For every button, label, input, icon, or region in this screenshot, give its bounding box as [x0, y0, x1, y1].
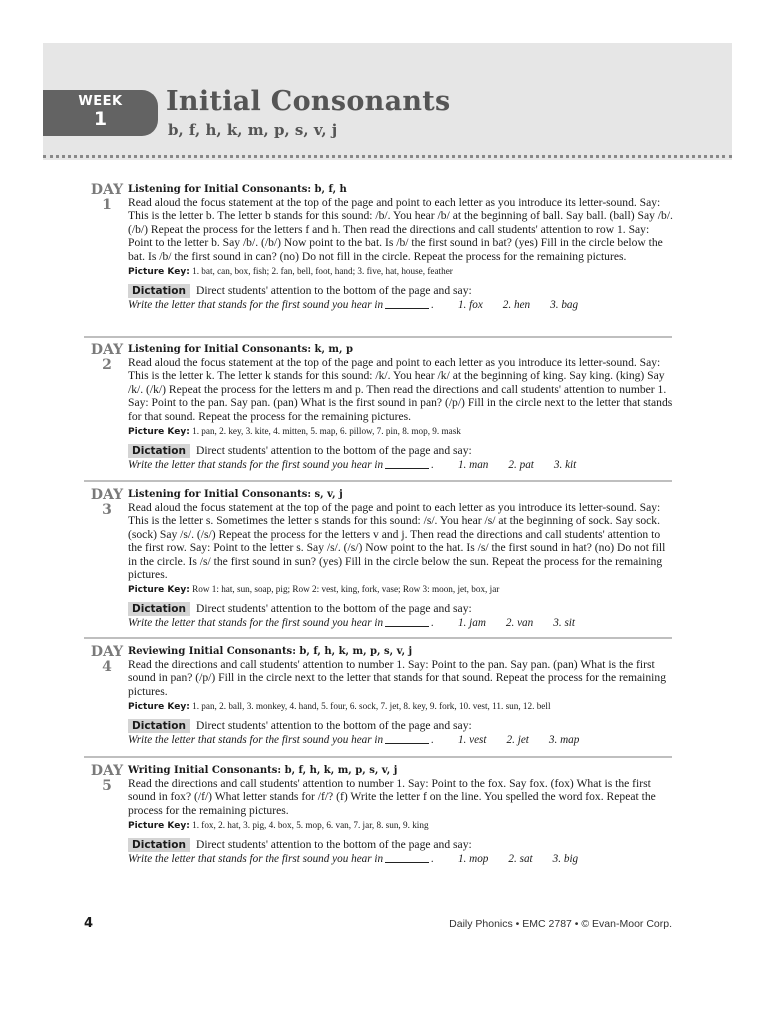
- day-number: 3: [102, 502, 112, 518]
- dictation-word: 2. sat: [508, 853, 533, 866]
- dictation-prompt: Write the letter that stands for the first sound you hear in . 1. fox 2. hen 3. bag: [128, 299, 579, 312]
- dictation-word: 2. jet: [506, 734, 529, 747]
- write-text: Write the letter that stands for the first sound you hear in: [128, 459, 384, 472]
- picture-key-label: Picture Key:: [128, 267, 190, 278]
- dictation-text: Direct students' attention to the bottom of the page and say:: [195, 444, 472, 458]
- day-heading: Listening for Initial Consonants: b, f, h: [128, 184, 347, 195]
- dictation-text: Direct students' attention to the bottom of the page and say:: [195, 719, 472, 733]
- section-divider: [84, 756, 672, 758]
- dictation: [128, 284, 674, 298]
- dictation-prompt: Write the letter that stands for the first sound you hear in . 1. man 2. pat 3. kit: [128, 459, 577, 472]
- day-badge: [88, 183, 126, 213]
- picture-key-label: Picture Key:: [128, 821, 190, 832]
- dictation-text: Direct students' attention to the bottom of the page and say:: [195, 602, 472, 616]
- day-badge: [88, 488, 126, 518]
- page-number: 4: [84, 916, 94, 931]
- section-divider: [84, 480, 672, 482]
- day-number: 1: [102, 197, 112, 213]
- picture-key: [128, 700, 674, 714]
- picture-key-text: 1. pan, 2. ball, 3. monkey, 4. hand, 5. four, 6. sock, 7. jet, 8. key, 9. fork, 10. vest, 11. sun, 12. bell: [192, 701, 551, 712]
- write-text: Write the letter that stands for the first sound you hear in: [128, 617, 384, 630]
- day-heading: Reviewing Initial Consonants: b, f, h, k, m, p, s, v, j: [128, 646, 413, 657]
- dictation-prompt: Write the letter that stands for the first sound you hear in . 1. vest 2. jet 3. map: [128, 734, 580, 747]
- week-tab: [43, 90, 158, 136]
- day-badge: [88, 645, 126, 675]
- day-number: 2: [102, 357, 112, 373]
- dictation: [128, 444, 674, 458]
- dictation-word: 1. fox: [457, 299, 483, 312]
- dictation-word: 1. vest: [457, 734, 487, 747]
- dictation-word: 3. kit: [553, 459, 577, 472]
- dictation-word: 3. bag: [550, 299, 579, 312]
- section-divider: [84, 637, 672, 639]
- picture-key-text: 1. fox, 2. hat, 3. pig, 4. box, 5. mop, 6. van, 7. jar, 8. sun, 9. king: [192, 820, 429, 831]
- dotted-divider: [43, 155, 732, 158]
- day-badge: [88, 764, 126, 794]
- day-number: 5: [102, 778, 112, 794]
- write-text: Write the letter that stands for the first sound you hear in: [128, 299, 384, 312]
- dictation-word: 1. mop: [457, 853, 489, 866]
- answer-blank: [385, 743, 429, 744]
- day-instructions: Read the directions and call students' attention to number 1. Say: Point to the pan. Say pan. (pan) What is the first sound in pan? (/p/) Fill in the circle next to the letter that stands for that sound. Repeat the process for the remaining pictures.: [128, 658, 666, 698]
- dictation-word: 3. map: [548, 734, 580, 747]
- day-instructions: Read the directions and call students' attention to number 1. Say: Point to the fox. Say fox. (fox) What is the first sound in fox? (/f/) What letter stands for /f/? (f) Write the letter f on the line. You spelled the word fox. Repeat the process for the remaining pictures.: [128, 777, 656, 817]
- day-instructions: Read aloud the focus statement at the top of the page and point to each letter as you introduce its letter-sound. Say: This is the letter s. Sometimes the letter s stands for this sound: /s/. You hear /s/ at the beginning of sock. Say sock. (sock) Say /s/. (/s/) Repeat the process for the letters v and j. Then read the directions and call students' attention to the first row. Say: Point to the letter s. Say /s/. (/s/) Now point to the hat. Is /s/ the first sound in hat? (no) Do not fill in the circle. Is /s/ the first sound in sun? (yes) Fill in the circle below the sun. Repeat the process for the remaining pictures.: [128, 501, 666, 582]
- day-instructions: Read aloud the focus statement at the top of the page and point to each letter as you introduce its letter-sound. Say: This is the letter k. The letter k stands for this sound: /k/. You hear /k/ at the beginning of king. Say king. (king) Say /k/. (/k/) Repeat the process for the letters m and p. Then read the directions and call students' attention to number 1. Say: Point to the pan. Say pan. (pan) What is the first sound in pan? (/p/) Fill in the circle next to the letter that stands for that sound. Repeat the process for the remaining pictures.: [128, 356, 673, 423]
- dictation-word: 2. van: [505, 617, 534, 630]
- dictation-prompt: Write the letter that stands for the first sound you hear in . 1. jam 2. van 3. sit: [128, 617, 576, 630]
- section-divider: [84, 336, 672, 338]
- page-subtitle: b, f, h, k, m, p, s, v, j: [168, 121, 338, 139]
- day-label: DAY: [90, 763, 124, 779]
- dictation: [128, 602, 674, 616]
- day-label: DAY: [90, 644, 124, 660]
- picture-key-label: Picture Key:: [128, 427, 190, 438]
- week-label: WEEK: [78, 94, 123, 109]
- answer-blank: [385, 862, 429, 863]
- picture-key-label: Picture Key:: [128, 585, 190, 596]
- dictation-word: 1. man: [457, 459, 489, 472]
- day-badge: [88, 343, 126, 373]
- answer-blank: [385, 626, 429, 627]
- dictation-text: Direct students' attention to the bottom of the page and say:: [195, 284, 472, 298]
- page-title: Initial Consonants: [166, 86, 451, 117]
- write-text: Write the letter that stands for the first sound you hear in: [128, 853, 384, 866]
- dictation-badge: Dictation: [128, 444, 190, 458]
- day-heading: Writing Initial Consonants: b, f, h, k, m, p, s, v, j: [128, 765, 398, 776]
- answer-blank: [385, 468, 429, 469]
- dictation-word: 3. big: [552, 853, 579, 866]
- dictation-badge: Dictation: [128, 284, 190, 298]
- picture-key: [128, 819, 674, 833]
- picture-key: [128, 583, 674, 597]
- day-label: DAY: [90, 342, 124, 358]
- dictation-word: 2. hen: [502, 299, 531, 312]
- day-label: DAY: [90, 487, 124, 503]
- day-label: DAY: [90, 182, 124, 198]
- dictation-prompt: Write the letter that stands for the first sound you hear in . 1. mop 2. sat 3. big: [128, 853, 579, 866]
- picture-key-label: Picture Key:: [128, 702, 190, 713]
- dictation: [128, 719, 674, 733]
- dictation-text: Direct students' attention to the bottom of the page and say:: [195, 838, 472, 852]
- dictation-badge: Dictation: [128, 602, 190, 616]
- footer-credit: Daily Phonics • EMC 2787 • © Evan-Moor Corp.: [449, 918, 672, 930]
- dictation-badge: Dictation: [128, 838, 190, 852]
- day-instructions: Read aloud the focus statement at the top of the page and point to each letter as you introduce its letter-sound. Say: This is the letter b. The letter b stands for this sound: /b/. You hear /b/ at the beginning of ball. Say ball. (ball) Say /b/. (/b/) Repeat the process for the letters f and h. Then read the directions and call students' attention to row 1. Say: Point to the letter b. Say /b/. (/b/) Now point to the bat. Is /b/ the first sound in bat? (yes) Fill in the circle below the bat. Is /b/ the first sound in can? (no) Do not fill in the circle. Repeat the process for the remaining pictures.: [128, 196, 673, 263]
- picture-key: [128, 265, 674, 279]
- day-number: 4: [102, 659, 112, 675]
- picture-key-text: 1. bat, can, box, fish; 2. fan, bell, foot, hand; 3. five, hat, house, feather: [192, 266, 453, 277]
- dictation-word: 2. pat: [508, 459, 534, 472]
- picture-key: [128, 425, 674, 439]
- dictation-word: 1. jam: [457, 617, 486, 630]
- dictation-word: 3. sit: [553, 617, 576, 630]
- day-heading: Listening for Initial Consonants: k, m, p: [128, 344, 353, 355]
- write-text: Write the letter that stands for the first sound you hear in: [128, 734, 384, 747]
- answer-blank: [385, 308, 429, 309]
- picture-key-text: 1. pan, 2. key, 3. kite, 4. mitten, 5. map, 6. pillow, 7. pin, 8. mop, 9. mask: [192, 426, 461, 437]
- day-heading: Listening for Initial Consonants: s, v, j: [128, 489, 343, 500]
- dictation-badge: Dictation: [128, 719, 190, 733]
- week-number: 1: [93, 108, 108, 130]
- picture-key-text: Row 1: hat, sun, soap, pig; Row 2: vest, king, fork, vase; Row 3: moon, jet, box, jar: [192, 584, 500, 595]
- dictation: [128, 838, 674, 852]
